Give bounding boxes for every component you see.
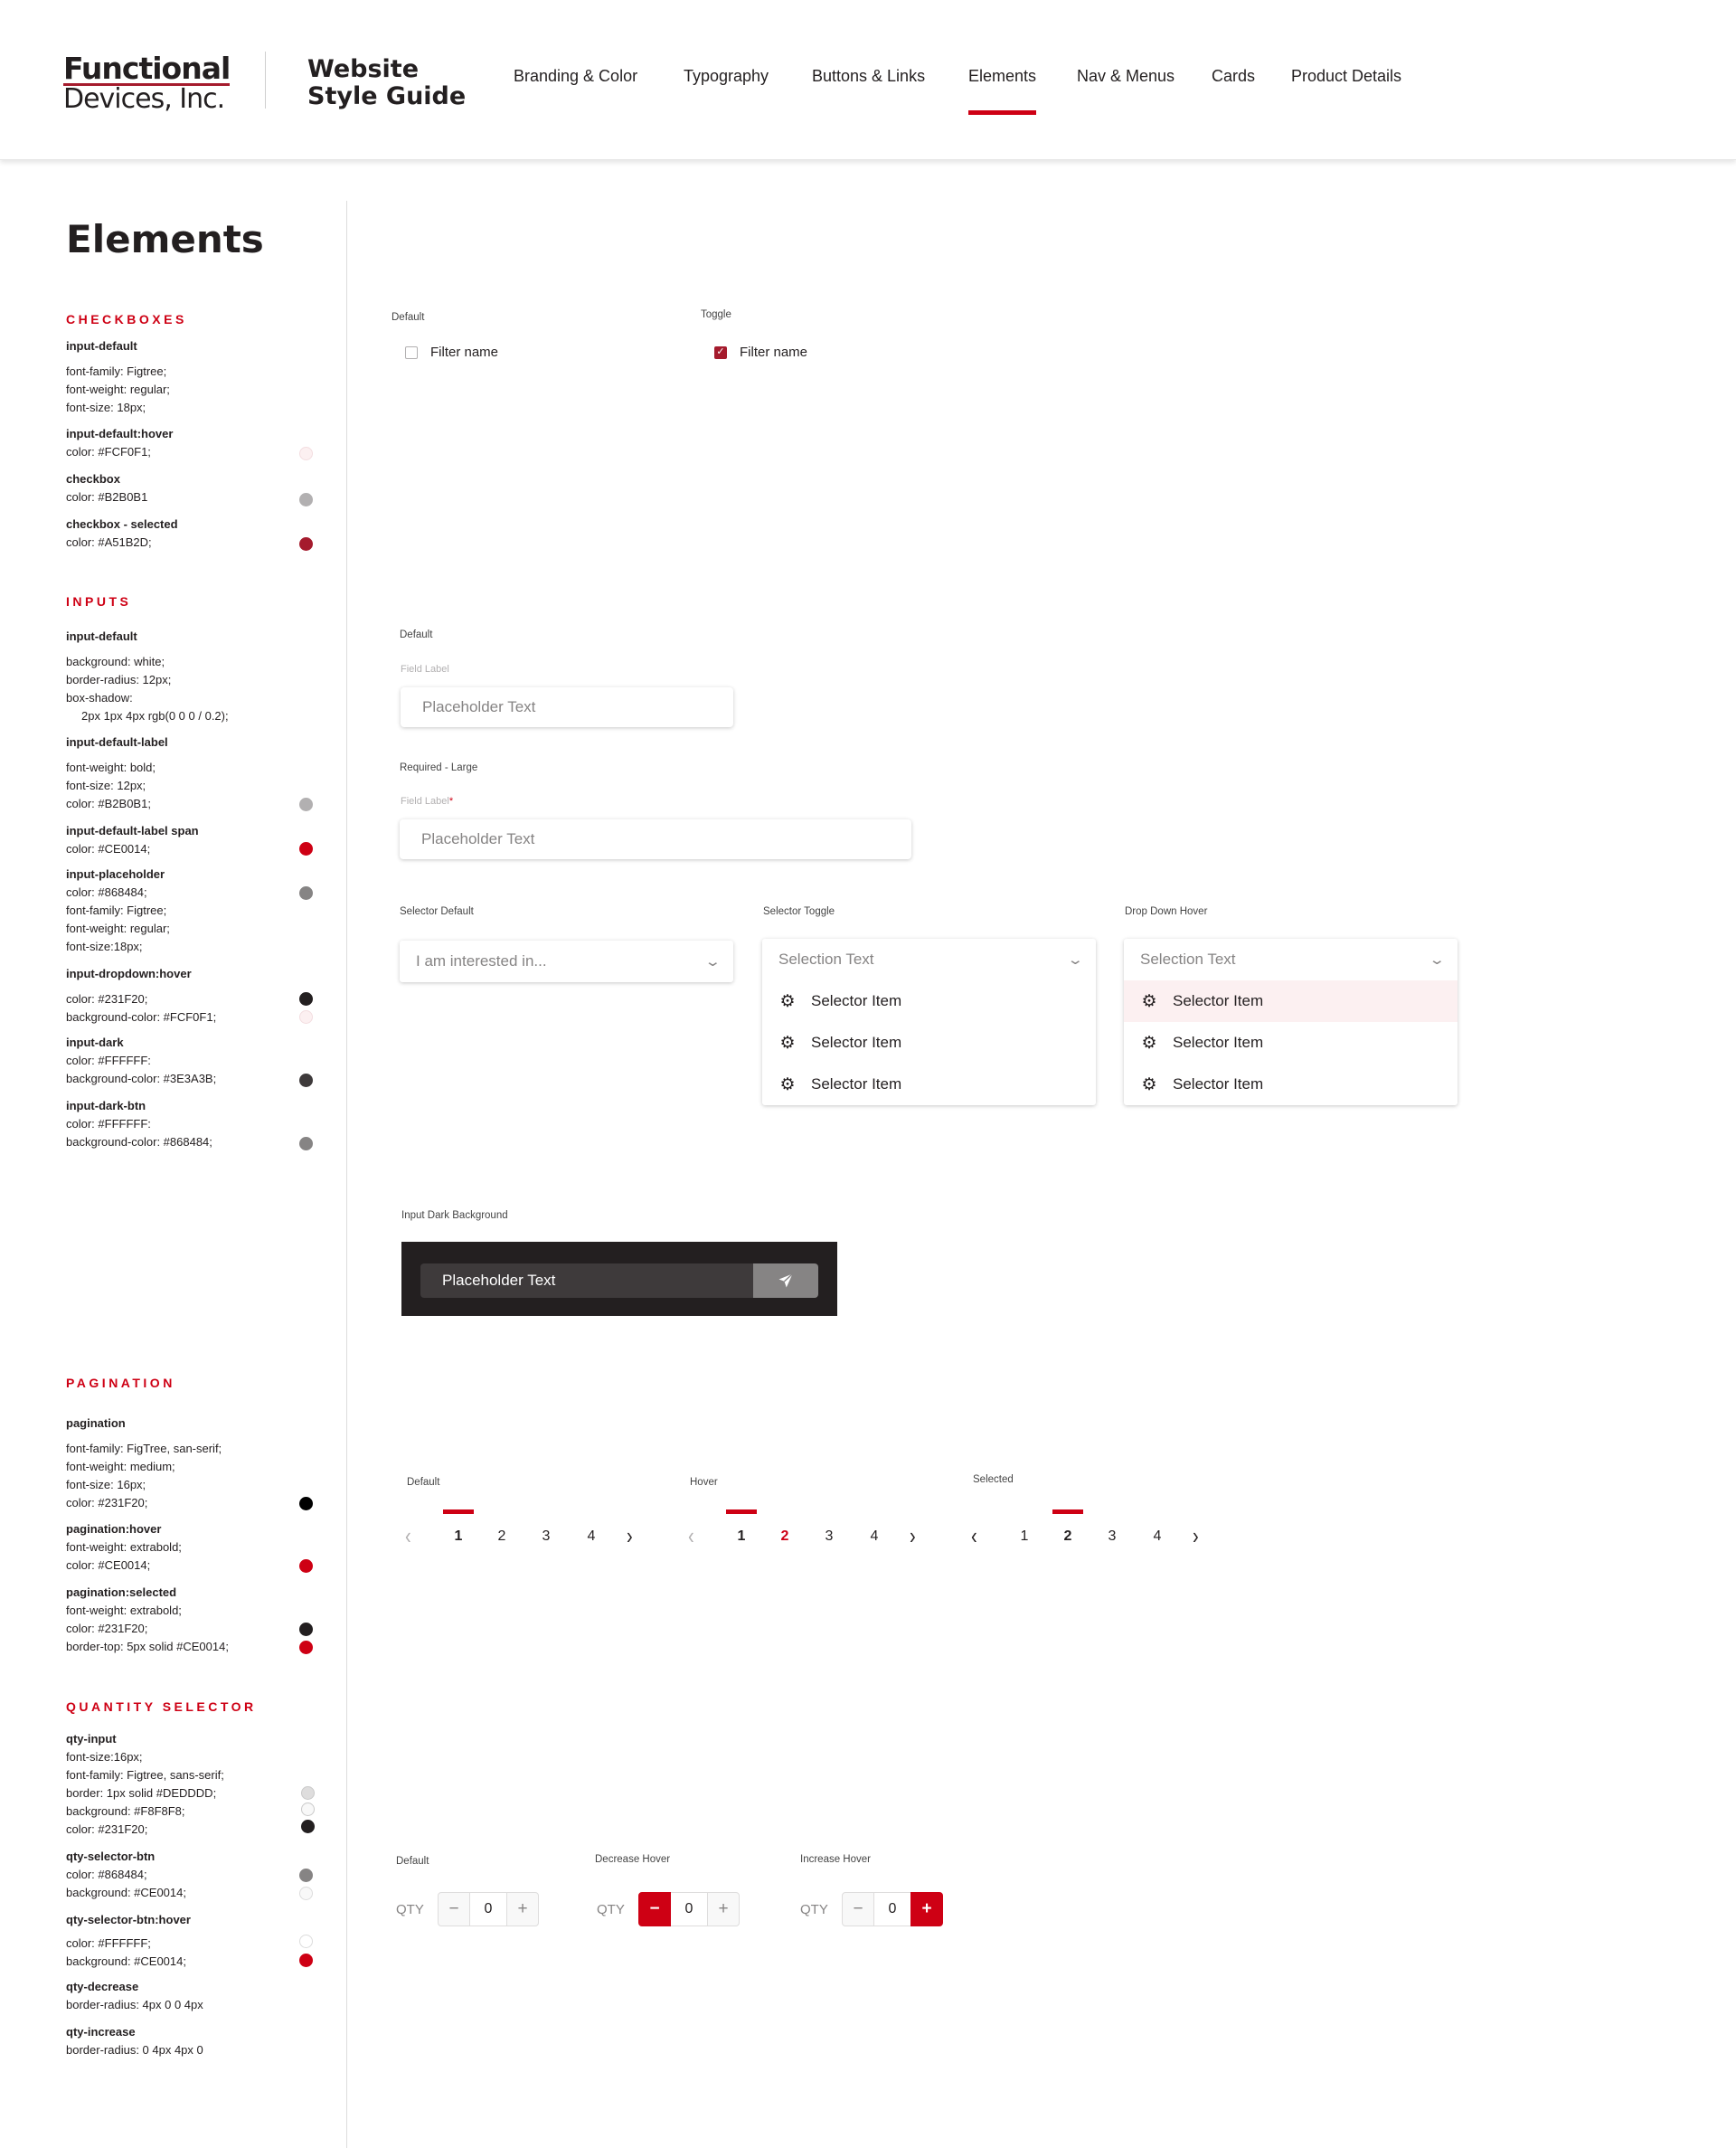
- checkbox-default[interactable]: [405, 345, 498, 360]
- spec-block: [66, 1034, 216, 1088]
- section-heading-pagination: PAGINATION: [66, 1376, 175, 1390]
- qty-input[interactable]: 0: [671, 1892, 707, 1926]
- spec-line: color: #868484;: [66, 885, 147, 899]
- spec-line: background-color: #3E3A3B;: [66, 1072, 217, 1085]
- checkbox-checked[interactable]: [714, 345, 807, 360]
- guide-title-line-2: Style Guide: [307, 82, 467, 110]
- page-title: Elements: [66, 217, 264, 261]
- select-option[interactable]: [762, 1022, 1096, 1064]
- spec-name: checkbox: [66, 472, 120, 486]
- spec-name: input-default: [66, 629, 137, 643]
- demo-label-selector-toggle: Selector Toggle: [763, 906, 835, 917]
- spec-name: input-default:hover: [66, 427, 174, 440]
- qty-selector-increase-hover: [800, 1892, 943, 1926]
- gear-icon: ⚙: [779, 1033, 796, 1053]
- color-swatch: [299, 1623, 313, 1636]
- color-swatch: [299, 1641, 313, 1654]
- page-link[interactable]: 3: [1108, 1528, 1117, 1544]
- qty-decrease-button[interactable]: −: [438, 1892, 470, 1926]
- page-link[interactable]: 4: [587, 1528, 596, 1544]
- spec-block: [66, 1584, 229, 1656]
- option-label: Selector Item: [811, 1034, 902, 1051]
- spec-line: color: #CE0014;: [66, 1558, 151, 1572]
- spec-line: color: #CE0014;: [66, 842, 151, 856]
- spec-line: font-family: Figtree, sans-serif;: [66, 1768, 224, 1782]
- gear-icon: ⚙: [779, 1074, 796, 1094]
- spec-name: pagination:selected: [66, 1585, 177, 1599]
- send-button[interactable]: [753, 1263, 818, 1298]
- chevron-down-icon: ⌄: [1429, 952, 1447, 968]
- select-default[interactable]: [400, 941, 733, 982]
- spec-line: border: 1px solid #DEDDDD;: [66, 1786, 217, 1800]
- spec-block: [66, 628, 229, 725]
- chevron-right-icon[interactable]: ›: [1193, 1523, 1199, 1550]
- field-label-text: Field Label: [401, 796, 449, 807]
- select-trigger[interactable]: [400, 941, 733, 982]
- color-swatch: [299, 1559, 313, 1573]
- spec-line: font-size:16px;: [66, 1750, 143, 1764]
- qty-increase-button[interactable]: +: [707, 1892, 740, 1926]
- spec-line: border-radius: 0 4px 4px 0: [66, 2043, 203, 2057]
- chevron-left-icon[interactable]: ‹: [688, 1523, 694, 1550]
- spec-name: pagination:hover: [66, 1522, 162, 1536]
- spec-name: input-dark: [66, 1036, 124, 1049]
- spec-line: font-weight: regular;: [66, 922, 170, 935]
- page-link[interactable]: 1: [730, 1519, 753, 1555]
- demo-label-dropdown-hover: Drop Down Hover: [1125, 906, 1208, 917]
- qty-increase-button[interactable]: +: [506, 1892, 539, 1926]
- page-link[interactable]: 4: [1153, 1528, 1162, 1544]
- color-swatch: [299, 798, 313, 811]
- select-option[interactable]: [1124, 1022, 1458, 1064]
- spec-line: color: #231F20;: [66, 1496, 148, 1509]
- nav-buttons-links[interactable]: Buttons & Links: [812, 67, 926, 85]
- select-option[interactable]: [1124, 1064, 1458, 1105]
- spec-line: background: #F8F8F8;: [66, 1804, 185, 1818]
- spec-line: background: #CE0014;: [66, 1954, 186, 1968]
- option-label: Selector Item: [811, 1075, 902, 1093]
- guide-title: [307, 56, 466, 110]
- select-option[interactable]: [762, 1064, 1096, 1105]
- chevron-right-icon[interactable]: ›: [910, 1523, 916, 1550]
- spec-block: [66, 1520, 182, 1575]
- select-value: I am interested in...: [416, 952, 547, 970]
- section-heading-quantity-selector: QUANTITY SELECTOR: [66, 1699, 257, 1714]
- demo-label-qty-increase-hover: Increase Hover: [800, 1854, 871, 1865]
- demo-label-checkbox-toggle: Toggle: [701, 309, 731, 320]
- spec-block: [66, 1730, 224, 1839]
- demo-label-selector-default: Selector Default: [400, 906, 474, 917]
- checkbox-label: Filter name: [430, 345, 499, 360]
- demo-label-input-required: Required - Large: [400, 762, 478, 773]
- gear-icon: ⚙: [1141, 991, 1157, 1011]
- qty-selector-decrease-hover: [597, 1892, 740, 1926]
- spec-name: qty-increase: [66, 2025, 136, 2039]
- select-option-hovered[interactable]: [1124, 980, 1458, 1022]
- company-logo[interactable]: [63, 51, 231, 115]
- chevron-left-icon[interactable]: ‹: [405, 1523, 411, 1550]
- spec-name: qty-selector-btn:hover: [66, 1913, 191, 1926]
- color-swatch: [299, 1137, 313, 1150]
- spec-block: [66, 822, 199, 858]
- color-swatch: [299, 1010, 313, 1024]
- color-swatch: [299, 1954, 313, 1967]
- select-trigger[interactable]: [1124, 939, 1458, 980]
- pagination-default: [403, 1519, 647, 1555]
- logo-line-1: Functional: [63, 51, 231, 86]
- nav-product-details[interactable]: Product Details: [1291, 67, 1402, 85]
- spec-line: color: #FFFFFF:: [66, 1117, 151, 1131]
- color-swatch: [299, 537, 313, 551]
- dark-text-input[interactable]: [420, 1263, 753, 1298]
- qty-label: QTY: [597, 1901, 625, 1917]
- gear-icon: ⚙: [1141, 1074, 1157, 1094]
- page-link[interactable]: 1: [447, 1519, 470, 1555]
- page-link[interactable]: 3: [542, 1528, 551, 1544]
- demo-label-checkbox-default: Default: [392, 312, 425, 323]
- qty-selector-default: [396, 1892, 539, 1926]
- nav-typography[interactable]: Typography: [684, 67, 769, 85]
- option-label: Selector Item: [1173, 1034, 1264, 1051]
- gear-icon: ⚙: [779, 991, 796, 1011]
- required-asterisk: *: [448, 796, 454, 807]
- spec-line: color: #231F20;: [66, 1822, 148, 1836]
- pagination-selected: [969, 1519, 1213, 1555]
- nav-elements[interactable]: Elements: [968, 67, 1037, 85]
- spec-name: input-dropdown:hover: [66, 967, 192, 980]
- checkbox-label: Filter name: [740, 345, 808, 360]
- spec-name: input-dark-btn: [66, 1099, 146, 1112]
- chevron-right-icon[interactable]: ›: [627, 1523, 633, 1550]
- spec-line: color: #FCF0F1;: [66, 445, 151, 459]
- spec-block: [66, 1848, 186, 1902]
- spec-block: [66, 866, 170, 956]
- page-link[interactable]: 2: [497, 1528, 506, 1544]
- spec-line: border-radius: 12px;: [66, 673, 172, 686]
- spec-block: [66, 1978, 203, 2014]
- option-label: Selector Item: [1173, 992, 1264, 1009]
- spec-block: [66, 1415, 222, 1512]
- chevron-down-icon: ⌄: [1067, 952, 1085, 968]
- logo-divider: [265, 52, 266, 109]
- select-trigger[interactable]: [762, 939, 1096, 980]
- qty-input[interactable]: 0: [874, 1892, 910, 1926]
- spec-line: font-size: 12px;: [66, 779, 146, 792]
- gear-icon: ⚙: [1141, 1033, 1157, 1053]
- spec-line: font-weight: bold;: [66, 761, 156, 774]
- page-link[interactable]: 1: [1020, 1528, 1029, 1544]
- spec-line: color: #FFFFFF;: [66, 1936, 151, 1950]
- spec-name: input-default: [66, 339, 137, 353]
- nav-branding-color[interactable]: Branding & Color: [514, 67, 638, 85]
- spec-line: background: #CE0014;: [66, 1886, 186, 1899]
- logo-line-2: Devices, Inc.: [63, 83, 225, 115]
- spec-line: 2px 1px 4px rgb(0 0 0 / 0.2);: [81, 709, 229, 723]
- spec-block: [66, 965, 216, 1027]
- spec-line: background-color: #868484;: [66, 1135, 212, 1149]
- select-value: Selection Text: [1140, 951, 1236, 968]
- checkbox-box[interactable]: [405, 346, 418, 359]
- spec-line: font-weight: medium;: [66, 1460, 175, 1473]
- spec-line: color: #868484;: [66, 1868, 147, 1881]
- text-input-default[interactable]: [401, 687, 733, 727]
- demo-label-qty-decrease-hover: Decrease Hover: [595, 1854, 671, 1865]
- page-link[interactable]: 4: [870, 1528, 879, 1544]
- qty-label: QTY: [800, 1901, 828, 1917]
- spec-line: color: #A51B2D;: [66, 535, 152, 549]
- color-swatch: [299, 886, 313, 900]
- spec-line: background-color: #FCF0F1;: [66, 1010, 217, 1024]
- spec-line: color: #B2B0B1;: [66, 797, 151, 810]
- qty-label: QTY: [396, 1901, 424, 1917]
- color-swatch: [299, 1935, 313, 1948]
- spec-name: checkbox - selected: [66, 517, 178, 531]
- spec-block: [66, 516, 178, 552]
- chevron-left-icon[interactable]: ‹: [971, 1523, 977, 1550]
- spec-block: [66, 337, 170, 417]
- spec-block: [66, 470, 147, 506]
- qty-decrease-button[interactable]: −: [842, 1892, 874, 1926]
- color-swatch: [301, 1803, 315, 1816]
- spec-name: qty-selector-btn: [66, 1850, 156, 1863]
- spec-name: input-default-label span: [66, 824, 199, 837]
- spec-line: border-radius: 4px 0 0 4px: [66, 1998, 203, 2011]
- spec-name: qty-input: [66, 1732, 117, 1746]
- field-label-required: [401, 796, 453, 807]
- spec-line: font-weight: extrabold;: [66, 1604, 182, 1617]
- spec-block: [66, 733, 168, 813]
- nav-cards[interactable]: Cards: [1212, 67, 1256, 85]
- select-option[interactable]: [762, 980, 1096, 1022]
- spec-name: input-default-label: [66, 735, 168, 749]
- spec-line: font-size:18px;: [66, 940, 143, 953]
- text-input-required-large[interactable]: [400, 819, 911, 859]
- dark-background-panel: [401, 1242, 837, 1316]
- spec-line: font-weight: extrabold;: [66, 1540, 182, 1554]
- section-heading-checkboxes: CHECKBOXES: [66, 312, 187, 326]
- spec-line: color: #231F20;: [66, 992, 148, 1006]
- spec-line: color: #FFFFFF:: [66, 1054, 151, 1067]
- color-swatch: [299, 1497, 313, 1510]
- input-placeholder: Placeholder Text: [422, 698, 536, 715]
- demo-label-pagination-default: Default: [407, 1477, 440, 1488]
- nav-nav-menus[interactable]: Nav & Menus: [1077, 67, 1175, 85]
- spec-name: qty-decrease: [66, 1980, 139, 1993]
- site-header: [0, 0, 1736, 160]
- demo-label-pagination-selected: Selected: [973, 1474, 1014, 1485]
- option-label: Selector Item: [1173, 1075, 1264, 1093]
- spec-name: input-placeholder: [66, 867, 165, 881]
- qty-increase-button-hovered[interactable]: +: [910, 1892, 943, 1926]
- field-label: Field Label: [401, 664, 449, 675]
- color-swatch: [301, 1786, 315, 1800]
- qty-decrease-button-hovered[interactable]: −: [638, 1892, 671, 1926]
- spec-line: font-family: FigTree, san-serif;: [66, 1442, 222, 1455]
- spec-line: font-size: 18px;: [66, 401, 146, 414]
- guide-title-line-1: Website: [307, 55, 420, 83]
- page-link-selected[interactable]: 2: [1056, 1519, 1080, 1555]
- spec-line: color: #231F20;: [66, 1622, 148, 1635]
- demo-label-qty-default: Default: [396, 1856, 429, 1867]
- spec-name: pagination: [66, 1416, 126, 1430]
- color-swatch: [299, 1869, 313, 1882]
- spec-line: font-size: 16px;: [66, 1478, 146, 1491]
- spec-line: font-family: Figtree;: [66, 364, 167, 378]
- spec-line: color: #B2B0B1: [66, 490, 148, 504]
- input-placeholder: Placeholder Text: [421, 830, 535, 847]
- spec-block: [66, 2023, 203, 2059]
- color-swatch: [301, 1820, 315, 1833]
- qty-input[interactable]: 0: [470, 1892, 506, 1926]
- chevron-down-icon: ⌄: [704, 954, 722, 970]
- color-swatch: [299, 842, 313, 856]
- spec-line: box-shadow:: [66, 691, 133, 705]
- demo-label-input-dark: Input Dark Background: [401, 1210, 508, 1221]
- color-swatch: [299, 447, 313, 460]
- spec-line: background: white;: [66, 655, 165, 668]
- select-dropdown-hover[interactable]: [1124, 939, 1458, 1105]
- demo-label-input-default: Default: [400, 629, 433, 640]
- section-heading-inputs: INPUTS: [66, 594, 132, 609]
- checkbox-box-checked[interactable]: ✓: [714, 346, 727, 359]
- spec-line: font-weight: regular;: [66, 383, 170, 396]
- demo-label-pagination-hover: Hover: [690, 1477, 718, 1488]
- option-label: Selector Item: [811, 992, 902, 1009]
- input-placeholder: Placeholder Text: [442, 1272, 556, 1289]
- send-icon: [778, 1273, 794, 1289]
- select-toggle-open[interactable]: [762, 939, 1096, 1105]
- color-swatch: [299, 1887, 313, 1900]
- spec-line: font-family: Figtree;: [66, 904, 167, 917]
- pagination-hover: [686, 1519, 930, 1555]
- spec-block: [66, 1097, 212, 1151]
- page-link[interactable]: 3: [825, 1528, 834, 1544]
- color-swatch: [299, 1074, 313, 1087]
- color-swatch: [299, 493, 313, 506]
- page-link-hovered[interactable]: 2: [780, 1528, 789, 1544]
- spec-block: [66, 425, 173, 461]
- spec-block: [66, 1911, 191, 1971]
- sidebar-divider: [346, 201, 347, 2148]
- select-value: Selection Text: [778, 951, 874, 968]
- spec-line: border-top: 5px solid #CE0014;: [66, 1640, 229, 1653]
- color-swatch: [299, 992, 313, 1006]
